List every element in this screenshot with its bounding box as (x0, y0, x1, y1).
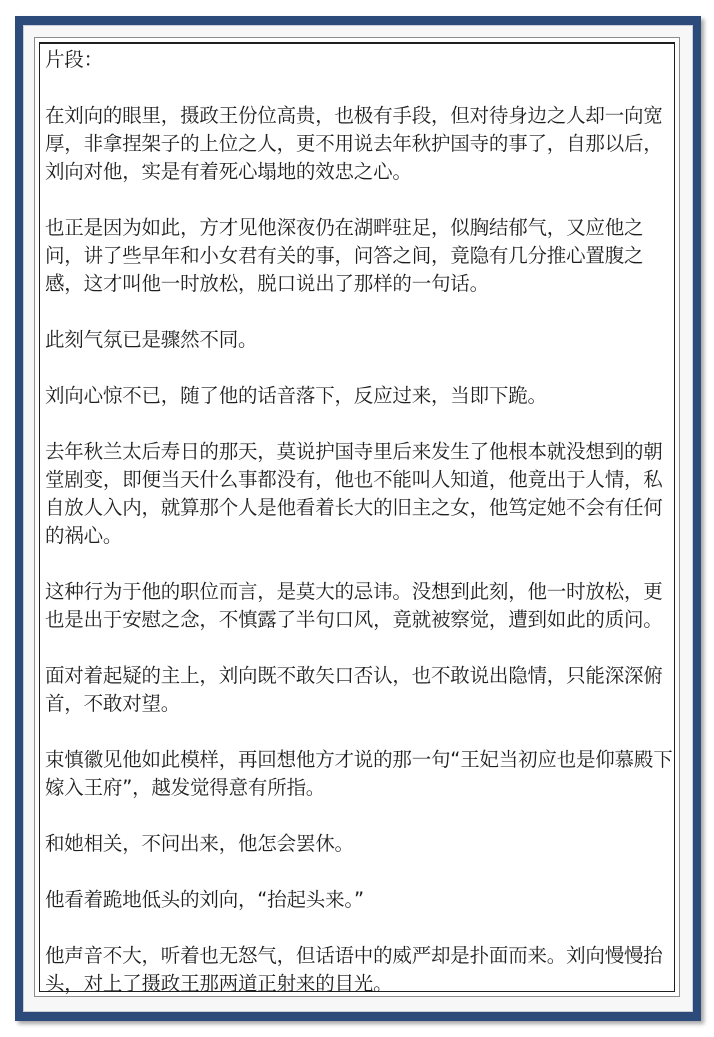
paragraph: 去年秋兰太后寿日的那天，莫说护国寺里后来发生了他根本就没想到的朝堂剧变，即便当天什么事都没有，他也不能叫人知道，他竟出于人情，私自放人入内，就算那个人是他看着长大的旧主之女，他笃定她不会有任何的祸心。 (45, 440, 663, 547)
paragraph: 他声音不大，听着也无怒气，但话语中的威严却是扑面而来。刘向慢慢抬头，对上了摄政王那两道正射来的目光。 (45, 944, 663, 995)
paragraph: 这种行为于他的职位而言，是莫大的忌讳。没想到此刻，他一时放松，更也是出于安慰之念，不慎露了半句口风，竟就被察觉，遭到如此的质问。 (45, 580, 663, 631)
paragraph: 和她相关，不问出来，他怎会罢休。 (45, 832, 354, 855)
article-heading: 片段： (45, 48, 103, 71)
paragraph: 面对着起疑的主上，刘向既不敢矢口否认，也不敢说出隐情，只能深深俯首，不敢对望。 (45, 664, 663, 715)
paragraph: 束慎徽见他如此模样，再回想他方才说的那一句“王妃当初应也是仰慕殿下嫁入王府”，越发觉得意有所指。 (45, 748, 673, 799)
paragraph: 刘向心惊不已，随了他的话音落下，反应过来，当即下跪。 (45, 384, 547, 407)
paragraph: 也正是因为如此，方才见他深夜仍在湖畔驻足，似胸结郁气，又应他之问，讲了些早年和小女君有关的事，问答之间，竟隐有几分推心置腹之感，这才叫他一时放松，脱口说出了那样的一句话。 (45, 216, 644, 295)
document-page (34, 37, 680, 997)
paragraph: 在刘向的眼里，摄政王份位高贵，也极有手段，但对待身边之人却一向宽厚，非拿捏架子的上位之人，更不用说去年秋护国寺的事了，自那以后，刘向对他，实是有着死心塌地的效忠之心。 (45, 104, 663, 183)
paragraph: 他看着跪地低头的刘向，“抬起头来。” (45, 888, 364, 911)
article-body (45, 46, 675, 998)
paragraph: 此刻气氛已是骤然不同。 (45, 328, 258, 351)
